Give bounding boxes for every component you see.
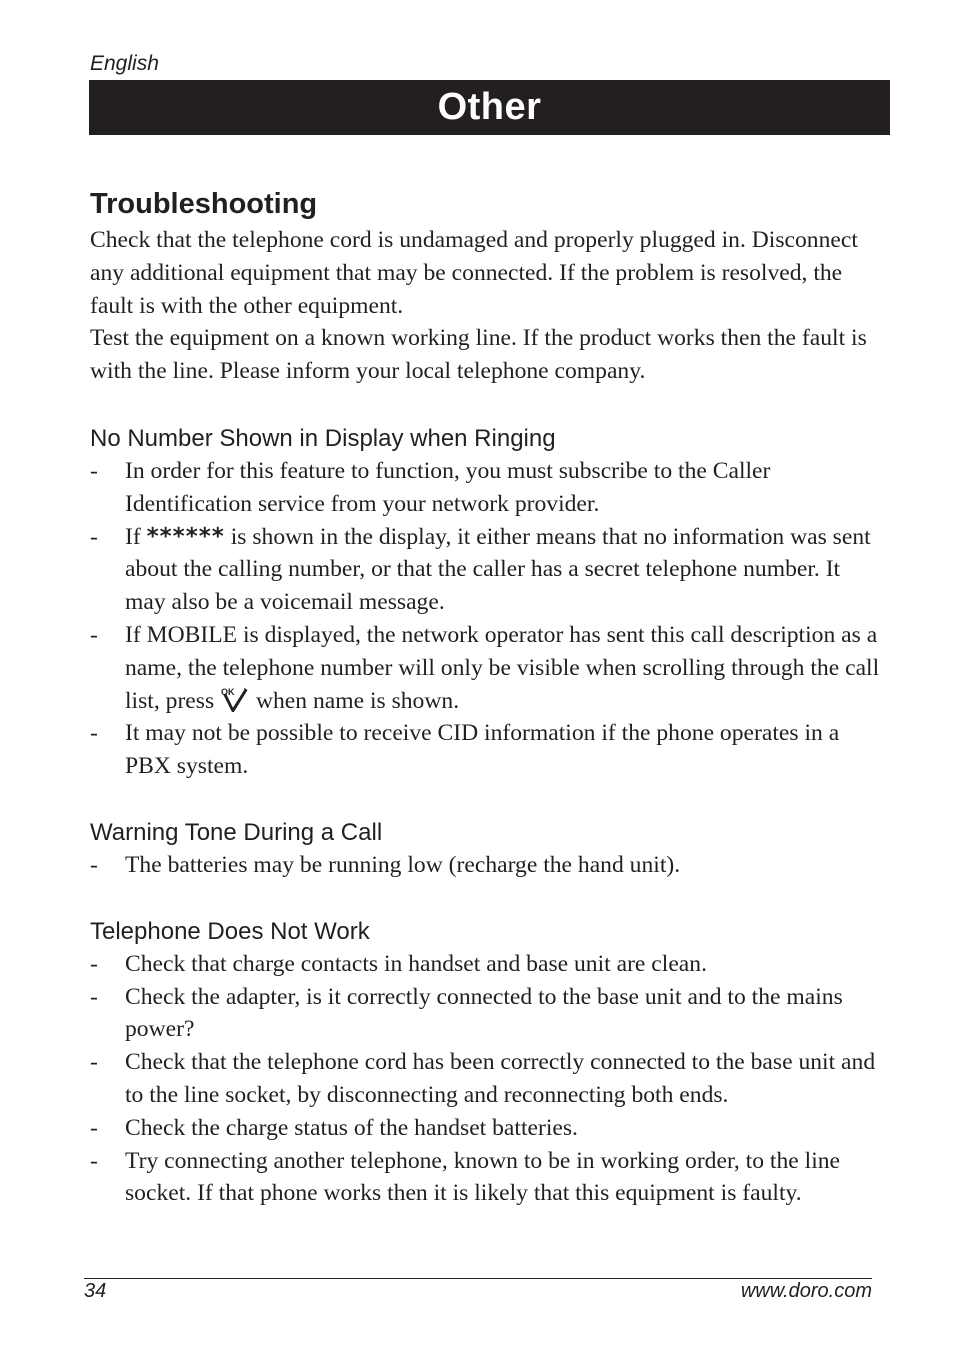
paragraph: Test the equipment on a known working line. If the product works then the fault is with the line. Please inform your local telephone company. (90, 325, 867, 385)
page-number: 34 (84, 1280, 107, 1302)
paragraph: Check that the telephone cord is undamaged and properly plugged in. Disconnect any additional equipment that may be connected. If the problem is resolved, the fault is with the other equipment. (90, 227, 858, 319)
bullet-dash: - (90, 720, 98, 747)
list-item-text: It may not be possible to receive CID information if the phone operates in a PBX system. (125, 720, 840, 780)
list-item (90, 717, 880, 783)
list-item-text: Check the charge status of the handset batteries. (125, 1114, 578, 1141)
no-number-heading: No Number Shown in Display when Ringing (90, 424, 556, 452)
bullet-dash: - (90, 983, 98, 1010)
bullet-dash: - (90, 1147, 98, 1174)
list-item-text: If MOBILE is displayed, the network operator has sent this call description as a name, the telephone number will only be visible when scrolling through the call list, press (125, 621, 880, 714)
troubleshooting-heading: Troubleshooting (90, 188, 318, 220)
list-item (90, 1112, 880, 1145)
list-item (90, 948, 880, 981)
bullet-dash: - (90, 1114, 98, 1141)
list-item-text: is shown in the display, it either means that no information was sent about the calling number, or that the caller has a secret telephone number. It may also be a voicemail message. (125, 523, 871, 616)
list-item-text: Check the adapter, is it correctly connected to the base unit and to the mains power? (125, 983, 843, 1043)
list-item (90, 455, 880, 521)
footer-divider (84, 1278, 872, 1279)
list-item (90, 521, 880, 619)
language-label: English (90, 52, 159, 75)
list-item-text: Check that the telephone cord has been correctly connected to the base unit and to the line socket, by disconnecting and reconnecting both ends. (125, 1049, 876, 1108)
svg-text:OK: OK (221, 686, 235, 697)
warning-tone-list (90, 849, 880, 882)
bullet-dash: - (90, 950, 98, 977)
list-item-text: In order for this feature to function, you must subscribe to the Caller Identification service from your network provider. (125, 457, 771, 517)
no-number-list (90, 455, 880, 783)
bullet-dash: - (90, 523, 98, 550)
list-item (90, 619, 880, 717)
not-work-list (90, 948, 880, 1210)
ok-check-icon (220, 686, 250, 712)
list-item (90, 849, 880, 882)
not-work-heading: Telephone Does Not Work (90, 917, 370, 945)
list-item-text: when name is shown. (255, 687, 460, 714)
bullet-dash: - (90, 1049, 98, 1076)
list-item (90, 1145, 880, 1211)
list-item-text: The batteries may be running low (recharge the hand unit). (125, 851, 681, 878)
hidden-number-stars: ****** (146, 523, 225, 550)
bullet-dash: - (90, 457, 98, 484)
list-item-text: If (125, 523, 141, 550)
bullet-dash: - (90, 851, 98, 878)
list-item-text: Try connecting another telephone, known to be in working order, to the line socket. If that phone works then it is likely that this equipment is faulty. (125, 1147, 841, 1207)
warning-tone-heading: Warning Tone During a Call (90, 818, 383, 846)
chapter-title: Other (437, 86, 542, 128)
chapter-title-bar (89, 80, 890, 135)
list-item (90, 1046, 880, 1112)
list-item (90, 981, 880, 1047)
website-link[interactable]: www.doro.com (740, 1280, 872, 1302)
page-content (90, 184, 880, 1210)
list-item-text: Check that charge contacts in handset and base unit are clean. (125, 950, 707, 977)
bullet-dash: - (90, 621, 98, 648)
